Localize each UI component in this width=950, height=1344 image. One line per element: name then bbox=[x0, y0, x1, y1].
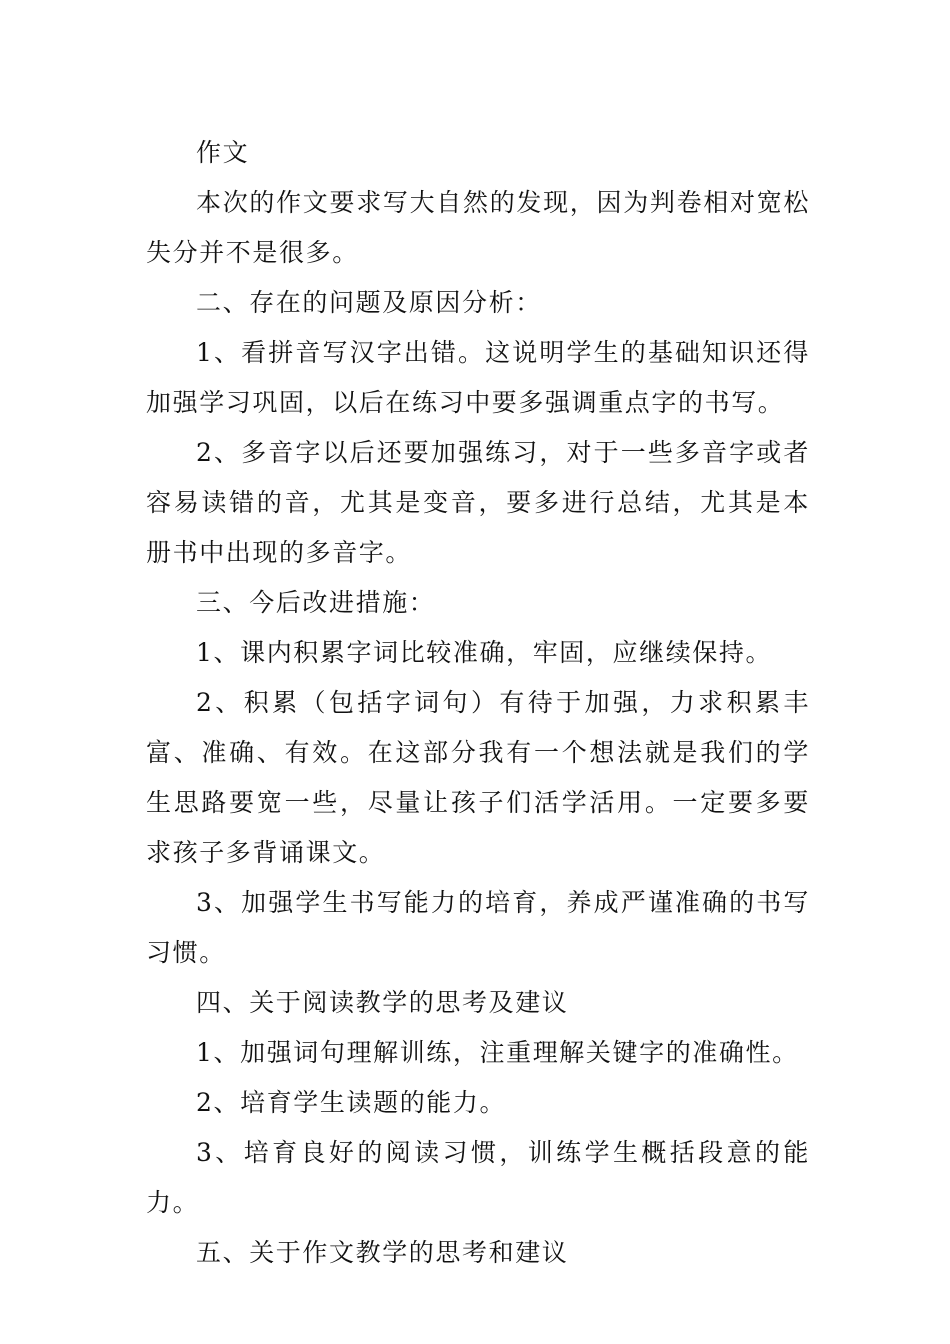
paragraph-improvement-3: 3、加强学生书写能力的培育，养成严谨准确的书写习惯。 bbox=[146, 888, 810, 967]
paragraph-problem-1: 1、看拼音写汉字出错。这说明学生的基础知识还得加强学习巩固，以后在练习中要多强调重点字的书写。 bbox=[146, 338, 810, 417]
paragraph-problem-2: 2、多音字以后还要加强练习，对于一些多音字或者容易读错的音，尤其是变音，要多进行总结，尤其是本册书中出现的多音字。 bbox=[146, 438, 810, 567]
paragraph-improvement-2: 2、积累（包括字词句）有待于加强，力求积累丰富、准确、有效。在这部分我有一个想法就是我们的学生思路要宽一些，尽量让孩子们活学活用。一定要多要求孩子多背诵课文。 bbox=[146, 688, 810, 867]
section-heading-improvements: 三、今后改进措施： bbox=[196, 588, 436, 617]
paragraph-composition-summary: 本次的作文要求写大自然的发现，因为判卷相对宽松失分并不是很多。 bbox=[146, 188, 810, 267]
paragraph-heading-composition: 作文 bbox=[196, 138, 250, 167]
paragraph-reading-3: 3、培育良好的阅读习惯，训练学生概括段意的能力。 bbox=[146, 1138, 810, 1217]
paragraph-reading-1: 1、加强词句理解训练，注重理解关键字的准确性。 bbox=[196, 1038, 799, 1067]
section-heading-reading: 四、关于阅读教学的思考及建议 bbox=[196, 988, 569, 1017]
document-body bbox=[146, 128, 810, 1278]
paragraph-reading-2: 2、培育学生读题的能力。 bbox=[196, 1088, 507, 1117]
section-heading-problems: 二、存在的问题及原因分析： bbox=[196, 288, 542, 317]
section-heading-writing: 五、关于作文教学的思考和建议 bbox=[196, 1238, 569, 1267]
paragraph-improvement-1: 1、课内积累字词比较准确，牢固，应继续保持。 bbox=[196, 638, 773, 667]
